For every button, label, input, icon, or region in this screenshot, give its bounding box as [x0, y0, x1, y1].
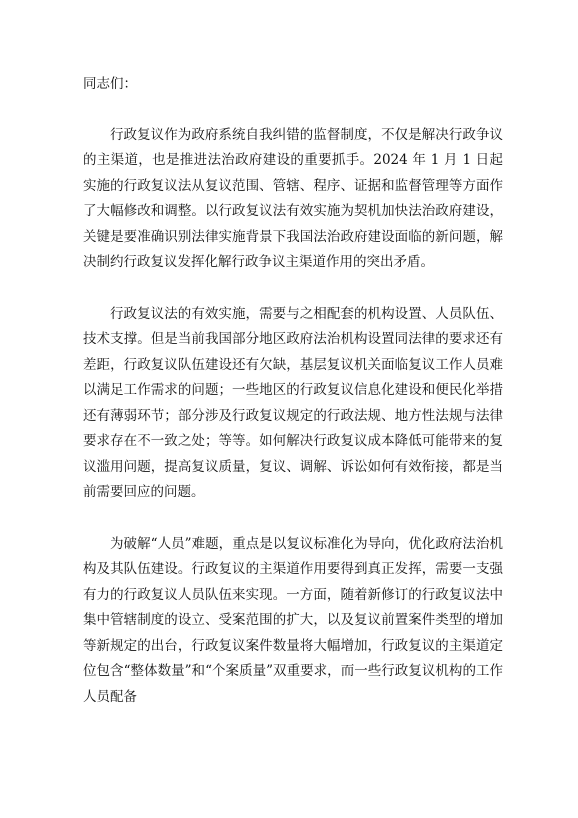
- paragraph-1: 行政复议作为政府系统自我纠错的监督制度，不仅是解决行政争议的主渠道，也是推进法治政府建设的重要抓手。2024 年 1 月 1 日起实施的行政复议法从复议范围、管辖、程序、证据和监督管理等方面作了大幅修改和调整。以行政复议法有效实施为契机加快法治政府建设，关键是要准确识别法律实施背景下我国法治政府建设面临的新问题，解决制约行政复议发挥化解行政争议主渠道作用的突出矛盾。: [83, 126, 503, 270]
- paragraph-2: 行政复议法的有效实施，需要与之相配套的机构设置、人员队伍、技术支撑。但是当前我国部分地区政府法治机构设置同法律的要求还有差距，行政复议队伍建设还有欠缺，基层复议机关面临复议工作人员难以满足工作需求的问题；一些地区的行政复议信息化建设和便民化举措还有薄弱环节；部分涉及行政复议规定的行政法规、地方性法规与法律要求存在不一致之处；等等。如何解决行政复议成本降低可能带来的复议滥用问题，提高复议质量，复议、调解、诉讼如何有效衔接，都是当前需要回应的问题。: [83, 305, 503, 500]
- salutation: 同志们：: [83, 76, 137, 92]
- document-body: [83, 72, 503, 710]
- paragraph-3: 为破解“人员”难题，重点是以复议标准化为导向，优化政府法治机构及其队伍建设。行政复议的主渠道作用要得到真正发挥，需要一支强有力的行政复议人员队伍来实现。一方面，随着新修订的行政复议法中集中管辖制度的设立、受案范围的扩大，以及复议前置案件类型的增加等新规定的出台，行政复议案件数量将大幅增加，行政复议的主渠道定位包含“整体数量”和“个案质量”双重要求，而一些行政复议机构的工作人员配备: [83, 535, 503, 705]
